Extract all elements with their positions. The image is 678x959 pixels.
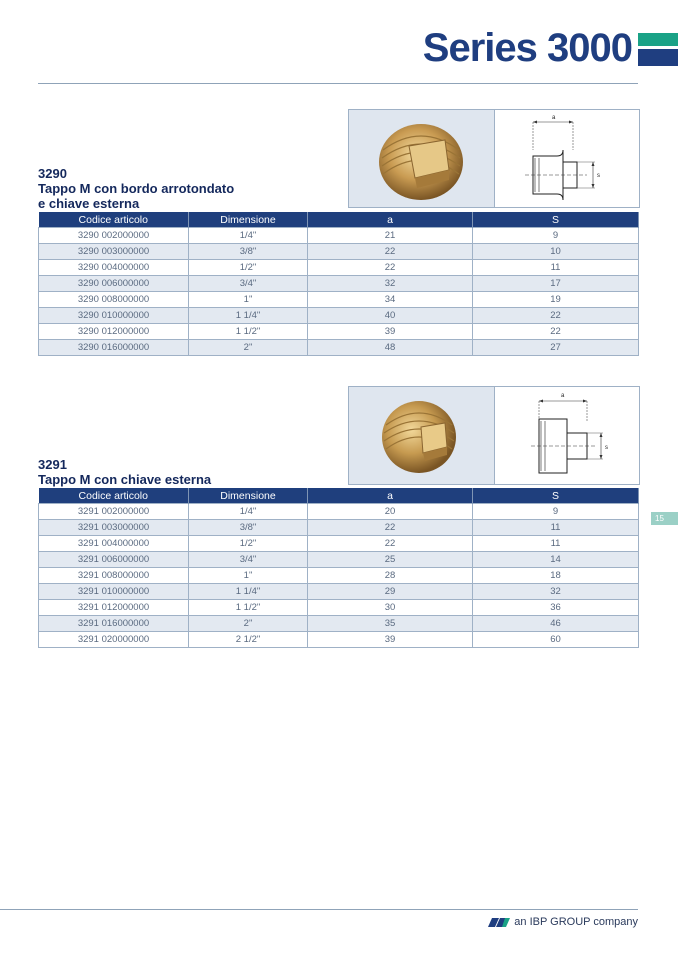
- cell-dimension: 3/4": [189, 276, 308, 292]
- table-row: [39, 340, 639, 356]
- cell-s: 11: [473, 260, 639, 276]
- page-number-tab: 15: [651, 512, 678, 525]
- cell-dimension: 1 1/2": [189, 324, 308, 340]
- cell-code: 3291 016000000: [39, 616, 189, 632]
- cell-dimension: 1/2": [189, 260, 308, 276]
- table-row: [39, 324, 639, 340]
- cell-a: 20: [308, 504, 473, 520]
- cell-code: 3290 008000000: [39, 292, 189, 308]
- cell-a: 22: [308, 520, 473, 536]
- dimension-s-label: s: [597, 173, 600, 179]
- cell-s: 22: [473, 324, 639, 340]
- product-figure-3291: [348, 386, 640, 485]
- cell-a: 21: [308, 228, 473, 244]
- product-name-line-1: Tappo M con chiave esterna: [38, 472, 212, 487]
- cell-s: 17: [473, 276, 639, 292]
- cell-code: 3291 006000000: [39, 552, 189, 568]
- cell-a: 28: [308, 568, 473, 584]
- cell-s: 11: [473, 536, 639, 552]
- footer: [488, 916, 638, 928]
- cell-a: 25: [308, 552, 473, 568]
- technical-drawing-3290: [495, 110, 639, 207]
- technical-drawing-3291: [495, 387, 639, 484]
- column-header-a: a: [308, 212, 473, 228]
- cell-dimension: 2 1/2": [189, 632, 308, 648]
- cell-s: 46: [473, 616, 639, 632]
- column-header-s: S: [473, 212, 639, 228]
- cell-a: 40: [308, 308, 473, 324]
- cell-s: 10: [473, 244, 639, 260]
- table-header-row: [39, 488, 639, 504]
- cell-s: 9: [473, 228, 639, 244]
- section-title-3290: [38, 166, 234, 211]
- cell-code: 3290 003000000: [39, 244, 189, 260]
- dimension-a-label: a: [552, 115, 556, 121]
- cell-a: 30: [308, 600, 473, 616]
- cell-code: 3290 006000000: [39, 276, 189, 292]
- table-row: [39, 600, 639, 616]
- product-name-line-2: e chiave esterna: [38, 196, 140, 211]
- cell-code: 3291 012000000: [39, 600, 189, 616]
- header-divider: [38, 83, 638, 84]
- cell-dimension: 1": [189, 292, 308, 308]
- table-row: [39, 292, 639, 308]
- cell-a: 35: [308, 616, 473, 632]
- cell-a: 39: [308, 632, 473, 648]
- cell-dimension: 1/4": [189, 504, 308, 520]
- cell-code: 3290 002000000: [39, 228, 189, 244]
- section-title-3291: [38, 457, 211, 487]
- ibp-logo-icon: [488, 918, 510, 927]
- cell-s: 36: [473, 600, 639, 616]
- logo-green-bar: [638, 33, 678, 46]
- cell-code: 3291 002000000: [39, 504, 189, 520]
- cell-code: 3290 010000000: [39, 308, 189, 324]
- column-header-dimension: Dimensione: [189, 488, 308, 504]
- cell-s: 32: [473, 584, 639, 600]
- table-row: [39, 244, 639, 260]
- spec-table-3290: [38, 212, 639, 356]
- cell-dimension: 1 1/4": [189, 308, 308, 324]
- cell-s: 19: [473, 292, 639, 308]
- footer-company-text: an IBP GROUP company: [514, 916, 638, 928]
- cell-a: 39: [308, 324, 473, 340]
- cell-s: 22: [473, 308, 639, 324]
- cell-code: 3291 020000000: [39, 632, 189, 648]
- product-photo-3291: [349, 387, 495, 484]
- cell-code: 3290 016000000: [39, 340, 189, 356]
- cell-dimension: 2": [189, 340, 308, 356]
- cell-dimension: 2": [189, 616, 308, 632]
- cell-s: 14: [473, 552, 639, 568]
- product-code: 3290: [38, 166, 67, 181]
- cell-s: 27: [473, 340, 639, 356]
- cell-a: 48: [308, 340, 473, 356]
- table-header-row: [39, 212, 639, 228]
- cell-a: 22: [308, 244, 473, 260]
- cell-a: 22: [308, 536, 473, 552]
- cell-s: 18: [473, 568, 639, 584]
- cell-a: 34: [308, 292, 473, 308]
- table-row: [39, 568, 639, 584]
- cell-code: 3291 003000000: [39, 520, 189, 536]
- table-row: [39, 260, 639, 276]
- product-name-line-1: Tappo M con bordo arrotondato: [38, 181, 235, 196]
- cell-code: 3291 010000000: [39, 584, 189, 600]
- cell-dimension: 3/8": [189, 520, 308, 536]
- table-row: [39, 632, 639, 648]
- cell-a: 22: [308, 260, 473, 276]
- cell-dimension: 1/2": [189, 536, 308, 552]
- cell-dimension: 1/4": [189, 228, 308, 244]
- cell-code: 3291 008000000: [39, 568, 189, 584]
- product-figure-3290: [348, 109, 640, 208]
- table-row: [39, 520, 639, 536]
- cell-dimension: 3/4": [189, 552, 308, 568]
- cell-a: 32: [308, 276, 473, 292]
- dimension-s-label: s: [605, 445, 608, 451]
- cell-s: 60: [473, 632, 639, 648]
- column-header-code: Codice articolo: [39, 488, 189, 504]
- page-title: Series 3000: [422, 26, 632, 70]
- column-header-code: Codice articolo: [39, 212, 189, 228]
- table-row: [39, 228, 639, 244]
- table-row: [39, 584, 639, 600]
- table-row: [39, 616, 639, 632]
- cell-code: 3290 004000000: [39, 260, 189, 276]
- cell-dimension: 1 1/4": [189, 584, 308, 600]
- column-header-s: S: [473, 488, 639, 504]
- cell-a: 29: [308, 584, 473, 600]
- dimension-a-label: a: [561, 393, 565, 399]
- spec-table-3291: [38, 488, 639, 648]
- cell-dimension: 3/8": [189, 244, 308, 260]
- logo-blue-bar: [638, 49, 678, 66]
- footer-divider: [0, 909, 638, 910]
- table-row: [39, 504, 639, 520]
- table-row: [39, 536, 639, 552]
- cell-code: 3291 004000000: [39, 536, 189, 552]
- cell-code: 3290 012000000: [39, 324, 189, 340]
- product-code: 3291: [38, 457, 67, 472]
- cell-s: 9: [473, 504, 639, 520]
- cell-dimension: 1 1/2": [189, 600, 308, 616]
- cell-dimension: 1": [189, 568, 308, 584]
- table-row: [39, 276, 639, 292]
- column-header-a: a: [308, 488, 473, 504]
- column-header-dimension: Dimensione: [189, 212, 308, 228]
- table-row: [39, 308, 639, 324]
- cell-s: 11: [473, 520, 639, 536]
- product-photo-3290: [349, 110, 495, 207]
- table-row: [39, 552, 639, 568]
- series-logo: [638, 33, 678, 66]
